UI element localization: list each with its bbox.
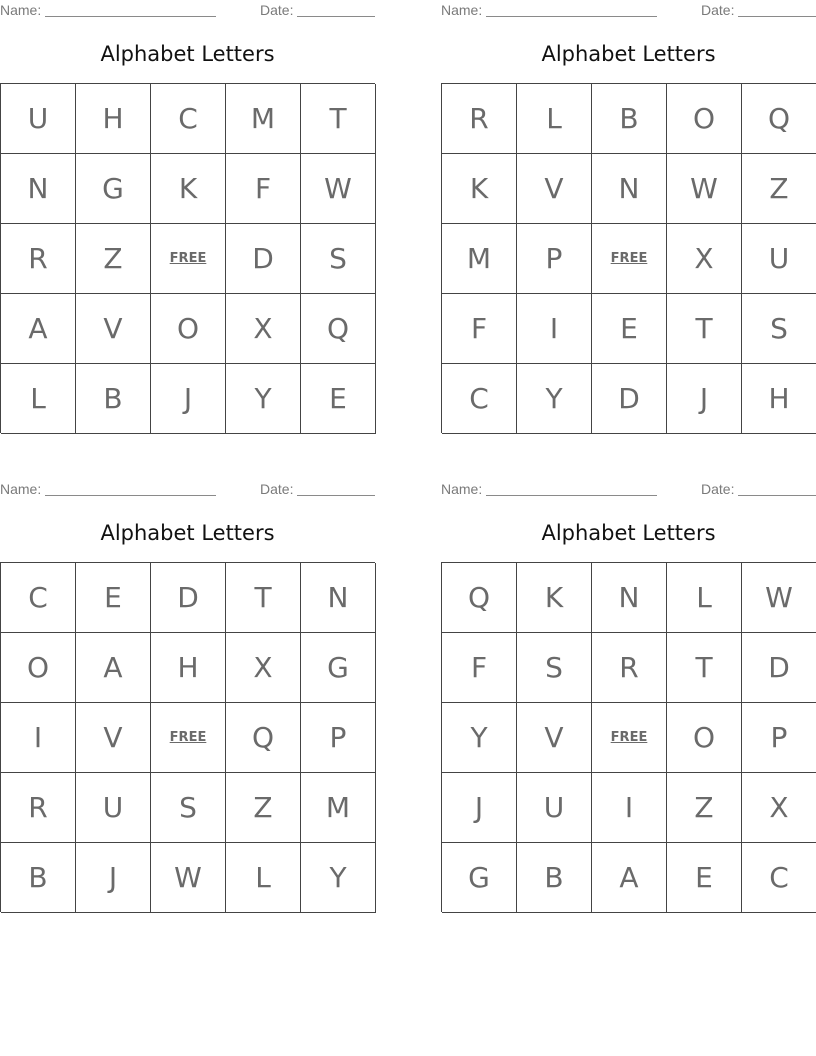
letter-cell: T <box>667 633 742 703</box>
date-blank-line <box>297 495 375 496</box>
bingo-grid <box>441 83 816 433</box>
letter-cell: J <box>151 364 226 434</box>
letter-cell: R <box>1 224 76 294</box>
letter-cell: K <box>517 563 592 633</box>
letter-cell: W <box>301 154 376 224</box>
name-label: Name: <box>441 481 483 497</box>
letter-cell: Y <box>442 703 517 773</box>
letter-cell: N <box>592 154 667 224</box>
letter-cell: Y <box>301 843 376 913</box>
letter-cell: E <box>301 364 376 434</box>
letter-cell: Z <box>226 773 301 843</box>
letter-cell: Z <box>667 773 742 843</box>
letter-cell: I <box>517 294 592 364</box>
bingo-card <box>441 479 816 919</box>
letter-cell: M <box>442 224 517 294</box>
letter-cell: E <box>667 843 742 913</box>
letter-cell: C <box>442 364 517 434</box>
letter-cell: L <box>667 563 742 633</box>
letter-cell: T <box>667 294 742 364</box>
letter-cell: G <box>76 154 151 224</box>
bingo-card <box>0 479 375 919</box>
name-blank-line <box>45 16 216 17</box>
card-title: Alphabet Letters <box>541 521 716 545</box>
letter-cell: O <box>1 633 76 703</box>
letter-cell: C <box>1 563 76 633</box>
letter-cell: N <box>301 563 376 633</box>
name-date-row <box>0 2 375 20</box>
date-blank-line <box>738 16 816 17</box>
letter-cell: S <box>151 773 226 843</box>
letter-cell: I <box>1 703 76 773</box>
name-date-row <box>441 2 816 20</box>
letter-cell: S <box>301 224 376 294</box>
letter-cell: Q <box>742 84 816 154</box>
letter-cell: L <box>226 843 301 913</box>
free-space-cell: FREE <box>151 224 226 294</box>
free-space-cell: FREE <box>592 224 667 294</box>
letter-cell: X <box>742 773 816 843</box>
name-label: Name: <box>0 2 42 18</box>
letter-cell: C <box>742 843 816 913</box>
letter-cell: U <box>517 773 592 843</box>
card-title: Alphabet Letters <box>541 42 716 66</box>
letter-cell: B <box>1 843 76 913</box>
letter-cell: H <box>151 633 226 703</box>
letter-cell: Z <box>76 224 151 294</box>
letter-cell: Q <box>442 563 517 633</box>
date-blank-line <box>738 495 816 496</box>
bingo-card <box>441 0 816 440</box>
letter-cell: N <box>1 154 76 224</box>
card-title: Alphabet Letters <box>100 42 275 66</box>
date-blank-line <box>297 16 375 17</box>
letter-cell: P <box>301 703 376 773</box>
letter-cell: G <box>442 843 517 913</box>
letter-cell: E <box>76 563 151 633</box>
letter-cell: Y <box>517 364 592 434</box>
letter-cell: R <box>592 633 667 703</box>
letter-cell: O <box>151 294 226 364</box>
letter-cell: U <box>1 84 76 154</box>
letter-cell: W <box>151 843 226 913</box>
letter-cell: Q <box>226 703 301 773</box>
letter-cell: U <box>742 224 816 294</box>
letter-cell: B <box>76 364 151 434</box>
free-space-cell: FREE <box>592 703 667 773</box>
letter-cell: X <box>226 633 301 703</box>
letter-cell: P <box>742 703 816 773</box>
letter-cell: O <box>667 84 742 154</box>
letter-cell: V <box>76 703 151 773</box>
letter-cell: W <box>667 154 742 224</box>
letter-cell: G <box>301 633 376 703</box>
letter-cell: A <box>592 843 667 913</box>
letter-cell: D <box>592 364 667 434</box>
letter-cell: J <box>76 843 151 913</box>
letter-cell: R <box>442 84 517 154</box>
letter-cell: T <box>301 84 376 154</box>
letter-cell: F <box>442 633 517 703</box>
bingo-card <box>0 0 375 440</box>
name-date-row <box>441 481 816 499</box>
name-blank-line <box>45 495 216 496</box>
letter-cell: J <box>442 773 517 843</box>
letter-cell: V <box>517 154 592 224</box>
name-label: Name: <box>441 2 483 18</box>
letter-cell: O <box>667 703 742 773</box>
letter-cell: V <box>76 294 151 364</box>
letter-cell: Q <box>301 294 376 364</box>
letter-cell: J <box>667 364 742 434</box>
letter-cell: I <box>592 773 667 843</box>
letter-cell: Y <box>226 364 301 434</box>
letter-cell: C <box>151 84 226 154</box>
letter-cell: S <box>742 294 816 364</box>
date-label: Date: <box>260 2 294 18</box>
free-space-cell: FREE <box>151 703 226 773</box>
letter-cell: A <box>76 633 151 703</box>
letter-cell: R <box>1 773 76 843</box>
letter-cell: A <box>1 294 76 364</box>
letter-cell: F <box>442 294 517 364</box>
letter-cell: E <box>592 294 667 364</box>
name-blank-line <box>486 16 657 17</box>
name-label: Name: <box>0 481 42 497</box>
letter-cell: L <box>1 364 76 434</box>
letter-cell: U <box>76 773 151 843</box>
letter-cell: T <box>226 563 301 633</box>
letter-cell: X <box>226 294 301 364</box>
date-label: Date: <box>260 481 294 497</box>
letter-cell: M <box>226 84 301 154</box>
letter-cell: K <box>151 154 226 224</box>
card-title: Alphabet Letters <box>100 521 275 545</box>
letter-cell: W <box>742 563 816 633</box>
letter-cell: K <box>442 154 517 224</box>
name-blank-line <box>486 495 657 496</box>
letter-cell: B <box>592 84 667 154</box>
letter-cell: L <box>517 84 592 154</box>
letter-cell: H <box>742 364 816 434</box>
letter-cell: M <box>301 773 376 843</box>
bingo-grid <box>0 83 375 433</box>
letter-cell: D <box>226 224 301 294</box>
name-date-row <box>0 481 375 499</box>
letter-cell: V <box>517 703 592 773</box>
letter-cell: Z <box>742 154 816 224</box>
letter-cell: H <box>76 84 151 154</box>
letter-cell: N <box>592 563 667 633</box>
date-label: Date: <box>701 481 735 497</box>
letter-cell: D <box>742 633 816 703</box>
letter-cell: D <box>151 563 226 633</box>
bingo-grid <box>0 562 375 912</box>
bingo-grid <box>441 562 816 912</box>
letter-cell: S <box>517 633 592 703</box>
letter-cell: X <box>667 224 742 294</box>
letter-cell: F <box>226 154 301 224</box>
letter-cell: P <box>517 224 592 294</box>
letter-cell: B <box>517 843 592 913</box>
date-label: Date: <box>701 2 735 18</box>
